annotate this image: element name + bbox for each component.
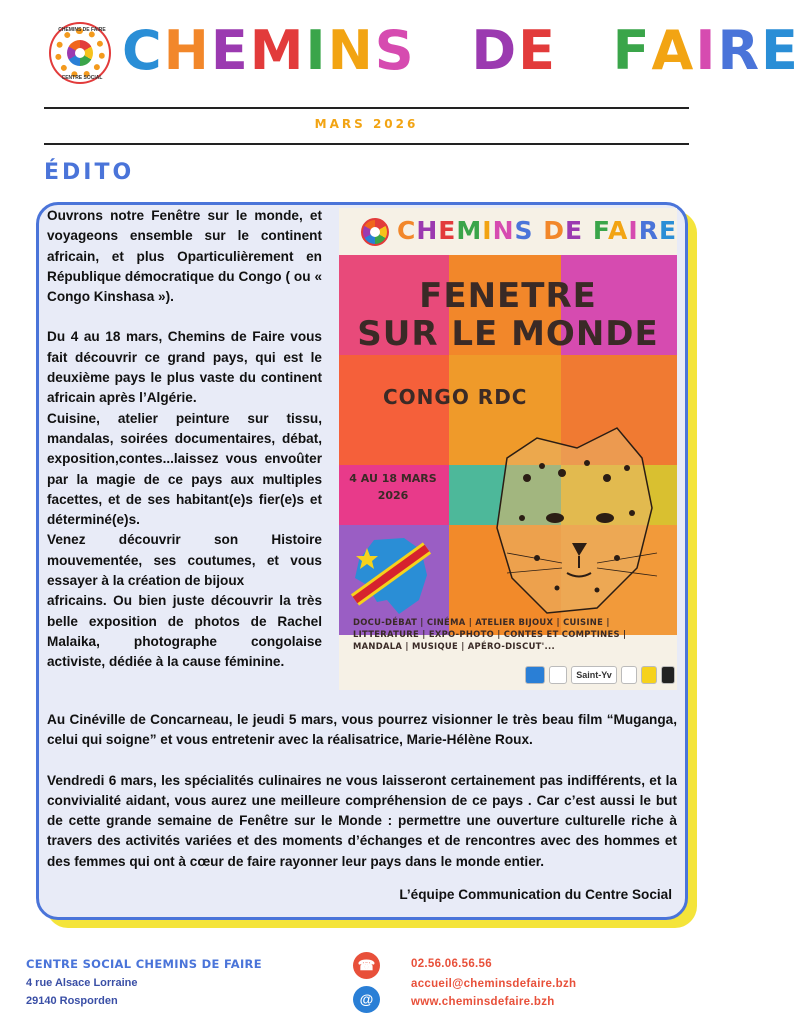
- section-title: ÉDITO: [44, 160, 135, 185]
- sponsor-logo: [549, 666, 567, 684]
- brand-letter: H: [163, 19, 211, 82]
- brand-letter: D: [543, 216, 566, 245]
- brand-letter: E: [438, 216, 457, 245]
- brand-letter: F: [612, 19, 652, 82]
- poster-activities: DOCU-DÉBAT | CINÉMA | ATELIER BIJOUX | CUISINE | LITTERATURE | EXPO-PHOTO | CONTES ET COMPTINES | MANDALA | MUSIQUE | APÉRO-DISCUT'...: [353, 617, 627, 651]
- article-paragraph: Vendredi 6 mars, les spécialités culinaires ne vous laisseront certainement pas indifférents, et la convivialité aidant, vous aurez une meilleure compréhension de ce pays . Car c’est aussi le but de cette grande semaine de Fenêtre sur le Monde : permettre une ouverture culturelle riche à travers des activités variées et des moments d’échanges et de rencontres avec des hommes et des femmes qui ont à cœur de faire rayonner leur pays dans le monde entier.: [47, 772, 677, 869]
- brand-title: [122, 16, 800, 86]
- brand-letter: E: [565, 216, 584, 245]
- article-paragraph: Cuisine, atelier peinture sur tissu, mandalas, soirées documentaires, débat, exposition,contes...laissez vous envoûter par la magie de ce pays aux multiples facettes, et de ses habitant(e)s fier(e)s et déterminé(e)s.: [47, 410, 322, 528]
- brand-letter: N: [327, 19, 375, 82]
- sponsor-logo: [661, 666, 675, 684]
- congo-map-icon: [349, 530, 431, 618]
- issue-date: MARS 2026: [314, 117, 419, 131]
- article-paragraph: Au Cinéville de Concarneau, le jeudi 5 mars, vous pourrez visionner le très beau film “Muganga, celui qui soigne” et vous entretenir avec la réalisatrice, Marie-Hélène Roux.: [47, 712, 677, 748]
- brand-letter: A: [651, 19, 696, 82]
- sponsor-logo: [641, 666, 657, 684]
- event-poster: [339, 208, 677, 690]
- brand-letter: R: [717, 19, 762, 82]
- brand-letter: M: [456, 216, 483, 245]
- article-left-column: [47, 206, 322, 673]
- article-full-width: [47, 710, 677, 872]
- article-signature: L’équipe Communication du Centre Social: [399, 887, 672, 902]
- poster-dates: [345, 470, 441, 504]
- brand-letter: N: [492, 216, 515, 245]
- brand-word-de: [471, 16, 557, 86]
- poster-sponsors: [339, 660, 677, 690]
- logo-people-icon: [67, 40, 93, 66]
- brand-letter: I: [482, 216, 493, 245]
- header-rule-top: [44, 107, 689, 109]
- brand-letter: C: [397, 216, 417, 245]
- brand-word-faire: [613, 16, 800, 86]
- brand-letter: E: [761, 19, 800, 82]
- poster-dates-line1: 4 AU 18 MARS: [349, 472, 437, 485]
- centre-social-logo: [49, 22, 111, 84]
- brand-word-chemins: [122, 16, 416, 86]
- footer-address-line2: 29140 Rosporden: [26, 995, 118, 1007]
- brand-letter: M: [249, 19, 306, 82]
- header-rule-bottom: [44, 143, 689, 145]
- brand-letter: I: [628, 216, 639, 245]
- brand-letter: [583, 216, 593, 245]
- at-icon: @: [353, 986, 380, 1013]
- poster-dates-line2: 2026: [377, 489, 409, 502]
- article-paragraph: Ouvrons notre Fenêtre sur le monde, et voyageons ensemble sur le continent africain, et plus Oparticulièrement en République démocratique du Congo ( ou « Congo Kinshasa »).: [47, 208, 322, 305]
- footer-address-line1: 4 rue Alsace Lorraine: [26, 977, 138, 989]
- sponsor-logo: [525, 666, 545, 684]
- brand-letter: D: [471, 19, 519, 82]
- article-paragraph: Venez découvrir son Histoire mouvementée, ses coutumes, et vous essayer à la création de bijoux: [47, 532, 322, 589]
- leopard-illustration: [467, 418, 667, 618]
- brand-letter: R: [638, 216, 659, 245]
- brand-letter: E: [210, 19, 250, 82]
- phone-icon: ☎: [353, 952, 380, 979]
- poster-title-line1: FENETRE: [419, 276, 597, 316]
- brand-letter: E: [518, 19, 558, 82]
- logo-bottom-text: CENTRE SOCIAL: [61, 75, 103, 81]
- brand-letter: F: [592, 216, 609, 245]
- article-paragraph: Du 4 au 18 mars, Chemins de Faire vous fait découvrir ce grand pays, qui est le deuxième pays le plus vaste du continent africain après l’Algérie.: [47, 329, 322, 406]
- sponsor-logo: [621, 666, 637, 684]
- sponsor-saint-yvi: Saint-Yv: [571, 666, 617, 684]
- article-paragraph: africains. Ou bien juste découvrir la très belle exposition de photos de Rachel Malaika, photographe congolaise activiste, dédiée à la cause féminine.: [47, 593, 322, 670]
- footer-org-name: CENTRE SOCIAL CHEMINS DE FAIRE: [26, 957, 262, 971]
- footer-phone[interactable]: 02.56.06.56.56: [411, 958, 492, 970]
- brand-letter: I: [695, 19, 718, 82]
- poster-country: CONGO RDC: [383, 385, 528, 409]
- brand-letter: [534, 216, 544, 245]
- brand-letter: C: [122, 19, 164, 82]
- brand-letter: E: [658, 216, 678, 245]
- brand-letter: A: [608, 216, 629, 245]
- brand-letter: S: [374, 19, 416, 82]
- footer-website-link[interactable]: www.cheminsdefaire.bzh: [411, 996, 555, 1008]
- footer-email-link[interactable]: accueil@cheminsdefaire.bzh: [411, 978, 577, 990]
- poster-logo: [361, 218, 389, 246]
- brand-letter: S: [514, 216, 534, 245]
- poster-title-line2: SUR LE MONDE: [357, 314, 659, 354]
- brand-letter: I: [305, 19, 328, 82]
- poster-header: [339, 208, 677, 258]
- brand-letter: H: [416, 216, 439, 245]
- logo-top-text: CHEMINS DE FAIRE: [58, 27, 106, 33]
- poster-brand: [397, 216, 677, 245]
